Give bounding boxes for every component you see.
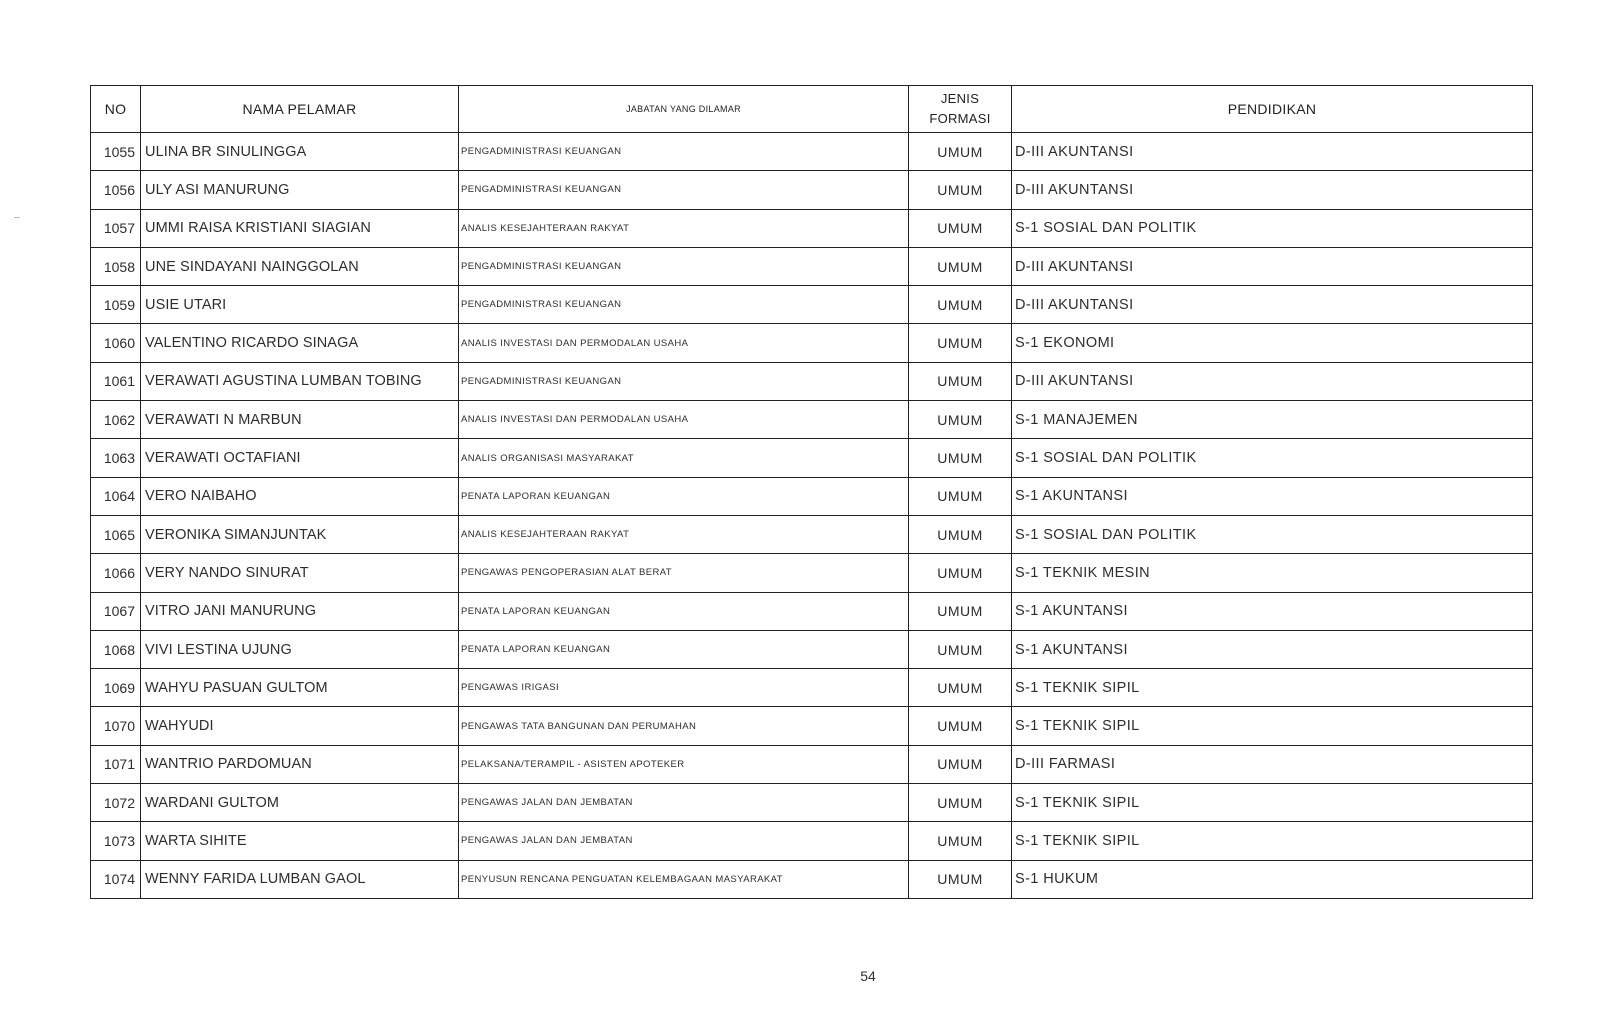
cell-jabatan: PENATA LAPORAN KEUANGAN bbox=[459, 477, 909, 515]
cell-pendidikan: S-1 SOSIAL DAN POLITIK bbox=[1012, 209, 1533, 247]
cell-pendidikan: S-1 TEKNIK SIPIL bbox=[1012, 669, 1533, 707]
cell-pendidikan: S-1 TEKNIK SIPIL bbox=[1012, 822, 1533, 860]
header-pendidikan: PENDIDIKAN bbox=[1012, 86, 1533, 133]
cell-jabatan: PENGADMINISTRASI KEUANGAN bbox=[459, 247, 909, 285]
cell-nama-pelamar: VERAWATI AGUSTINA LUMBAN TOBING bbox=[141, 362, 459, 400]
cell-pendidikan: D-III AKUNTANSI bbox=[1012, 286, 1533, 324]
cell-jenis-formasi: UMUM bbox=[909, 822, 1012, 860]
cell-jenis-formasi: UMUM bbox=[909, 707, 1012, 745]
table-row bbox=[91, 247, 1533, 285]
cell-jenis-formasi: UMUM bbox=[909, 515, 1012, 553]
cell-jenis-formasi: UMUM bbox=[909, 247, 1012, 285]
cell-no: 1061 bbox=[91, 362, 141, 400]
cell-no: 1069 bbox=[91, 669, 141, 707]
cell-pendidikan: S-1 TEKNIK SIPIL bbox=[1012, 784, 1533, 822]
table-row bbox=[91, 784, 1533, 822]
cell-jenis-formasi: UMUM bbox=[909, 554, 1012, 592]
cell-jabatan: ANALIS INVESTASI DAN PERMODALAN USAHA bbox=[459, 324, 909, 362]
cell-jenis-formasi: UMUM bbox=[909, 477, 1012, 515]
cell-jenis-formasi: UMUM bbox=[909, 784, 1012, 822]
table-row bbox=[91, 286, 1533, 324]
cell-jenis-formasi: UMUM bbox=[909, 133, 1012, 171]
header-nama-pelamar: NAMA PELAMAR bbox=[141, 86, 459, 133]
cell-pendidikan: S-1 AKUNTANSI bbox=[1012, 592, 1533, 630]
cell-nama-pelamar: WENNY FARIDA LUMBAN GAOL bbox=[141, 860, 459, 898]
cell-pendidikan: D-III AKUNTANSI bbox=[1012, 247, 1533, 285]
table-row bbox=[91, 860, 1533, 898]
table-row bbox=[91, 209, 1533, 247]
cell-nama-pelamar: UNE SINDAYANI NAINGGOLAN bbox=[141, 247, 459, 285]
cell-nama-pelamar: WANTRIO PARDOMUAN bbox=[141, 745, 459, 783]
cell-pendidikan: S-1 SOSIAL DAN POLITIK bbox=[1012, 515, 1533, 553]
cell-no: 1056 bbox=[91, 171, 141, 209]
cell-no: 1055 bbox=[91, 133, 141, 171]
cell-no: 1058 bbox=[91, 247, 141, 285]
cell-jenis-formasi: UMUM bbox=[909, 209, 1012, 247]
table-row bbox=[91, 477, 1533, 515]
cell-pendidikan: S-1 AKUNTANSI bbox=[1012, 630, 1533, 668]
cell-pendidikan: D-III FARMASI bbox=[1012, 745, 1533, 783]
cell-jenis-formasi: UMUM bbox=[909, 439, 1012, 477]
table-row bbox=[91, 439, 1533, 477]
cell-no: 1057 bbox=[91, 209, 141, 247]
header-jenis-line2: FORMASI bbox=[929, 111, 991, 126]
cell-nama-pelamar: USIE UTARI bbox=[141, 286, 459, 324]
cell-jenis-formasi: UMUM bbox=[909, 401, 1012, 439]
table-body bbox=[91, 133, 1533, 899]
table-row bbox=[91, 515, 1533, 553]
table-row bbox=[91, 669, 1533, 707]
cell-jenis-formasi: UMUM bbox=[909, 362, 1012, 400]
cell-jabatan: PENATA LAPORAN KEUANGAN bbox=[459, 592, 909, 630]
cell-jabatan: ANALIS INVESTASI DAN PERMODALAN USAHA bbox=[459, 401, 909, 439]
cell-nama-pelamar: VITRO JANI MANURUNG bbox=[141, 592, 459, 630]
cell-jabatan: PENGADMINISTRASI KEUANGAN bbox=[459, 362, 909, 400]
cell-pendidikan: S-1 EKONOMI bbox=[1012, 324, 1533, 362]
cell-no: 1072 bbox=[91, 784, 141, 822]
table-row bbox=[91, 362, 1533, 400]
header-jenis-line1: JENIS bbox=[940, 91, 980, 106]
cell-no: 1065 bbox=[91, 515, 141, 553]
cell-pendidikan: S-1 AKUNTANSI bbox=[1012, 477, 1533, 515]
cell-nama-pelamar: WAHYUDI bbox=[141, 707, 459, 745]
cell-jabatan: ANALIS KESEJAHTERAAN RAKYAT bbox=[459, 515, 909, 553]
cell-jabatan: PENGAWAS JALAN DAN JEMBATAN bbox=[459, 784, 909, 822]
header-no: NO bbox=[91, 86, 141, 133]
cell-nama-pelamar: VERONIKA SIMANJUNTAK bbox=[141, 515, 459, 553]
cell-no: 1067 bbox=[91, 592, 141, 630]
cell-nama-pelamar: VALENTINO RICARDO SINAGA bbox=[141, 324, 459, 362]
cell-jenis-formasi: UMUM bbox=[909, 324, 1012, 362]
cell-jabatan: ANALIS ORGANISASI MASYARAKAT bbox=[459, 439, 909, 477]
cell-no: 1060 bbox=[91, 324, 141, 362]
table-row bbox=[91, 171, 1533, 209]
cell-nama-pelamar: VERY NANDO SINURAT bbox=[141, 554, 459, 592]
cell-jenis-formasi: UMUM bbox=[909, 669, 1012, 707]
header-jenis-formasi bbox=[909, 86, 1012, 133]
table-row bbox=[91, 707, 1533, 745]
cell-nama-pelamar: UMMI RAISA KRISTIANI SIAGIAN bbox=[141, 209, 459, 247]
cell-no: 1068 bbox=[91, 630, 141, 668]
cell-no: 1073 bbox=[91, 822, 141, 860]
cell-pendidikan: D-III AKUNTANSI bbox=[1012, 133, 1533, 171]
cell-jenis-formasi: UMUM bbox=[909, 592, 1012, 630]
cell-jabatan: PENGAWAS JALAN DAN JEMBATAN bbox=[459, 822, 909, 860]
cell-nama-pelamar: VIVI LESTINA UJUNG bbox=[141, 630, 459, 668]
cell-jenis-formasi: UMUM bbox=[909, 630, 1012, 668]
table-row bbox=[91, 630, 1533, 668]
cell-no: 1066 bbox=[91, 554, 141, 592]
cell-nama-pelamar: WARDANI GULTOM bbox=[141, 784, 459, 822]
cell-jabatan: PENGAWAS PENGOPERASIAN ALAT BERAT bbox=[459, 554, 909, 592]
cell-jabatan: PELAKSANA/TERAMPIL - ASISTEN APOTEKER bbox=[459, 745, 909, 783]
scan-artifact bbox=[14, 217, 20, 218]
cell-jabatan: PENGADMINISTRASI KEUANGAN bbox=[459, 286, 909, 324]
cell-no: 1064 bbox=[91, 477, 141, 515]
table-row bbox=[91, 324, 1533, 362]
cell-jabatan: PENATA LAPORAN KEUANGAN bbox=[459, 630, 909, 668]
cell-nama-pelamar: VERO NAIBAHO bbox=[141, 477, 459, 515]
applicant-table bbox=[90, 85, 1533, 899]
table-row bbox=[91, 554, 1533, 592]
cell-jenis-formasi: UMUM bbox=[909, 860, 1012, 898]
cell-no: 1074 bbox=[91, 860, 141, 898]
table-header bbox=[91, 86, 1533, 133]
header-jabatan: JABATAN YANG DILAMAR bbox=[459, 86, 909, 133]
table-row bbox=[91, 401, 1533, 439]
table-row bbox=[91, 822, 1533, 860]
cell-nama-pelamar: ULINA BR SINULINGGA bbox=[141, 133, 459, 171]
cell-jabatan: PENGADMINISTRASI KEUANGAN bbox=[459, 171, 909, 209]
table-row bbox=[91, 133, 1533, 171]
cell-no: 1059 bbox=[91, 286, 141, 324]
table-row bbox=[91, 745, 1533, 783]
cell-nama-pelamar: VERAWATI N MARBUN bbox=[141, 401, 459, 439]
cell-jenis-formasi: UMUM bbox=[909, 171, 1012, 209]
cell-no: 1063 bbox=[91, 439, 141, 477]
cell-no: 1071 bbox=[91, 745, 141, 783]
page-number: 54 bbox=[860, 968, 876, 984]
table-row bbox=[91, 592, 1533, 630]
cell-pendidikan: D-III AKUNTANSI bbox=[1012, 171, 1533, 209]
cell-pendidikan: S-1 HUKUM bbox=[1012, 860, 1533, 898]
cell-pendidikan: S-1 SOSIAL DAN POLITIK bbox=[1012, 439, 1533, 477]
cell-nama-pelamar: VERAWATI OCTAFIANI bbox=[141, 439, 459, 477]
cell-nama-pelamar: ULY ASI MANURUNG bbox=[141, 171, 459, 209]
cell-pendidikan: D-III AKUNTANSI bbox=[1012, 362, 1533, 400]
cell-pendidikan: S-1 MANAJEMEN bbox=[1012, 401, 1533, 439]
cell-jabatan: ANALIS KESEJAHTERAAN RAKYAT bbox=[459, 209, 909, 247]
cell-pendidikan: S-1 TEKNIK SIPIL bbox=[1012, 707, 1533, 745]
cell-jabatan: PENYUSUN RENCANA PENGUATAN KELEMBAGAAN MASYARAKAT bbox=[459, 860, 909, 898]
cell-nama-pelamar: WARTA SIHITE bbox=[141, 822, 459, 860]
cell-jabatan: PENGADMINISTRASI KEUANGAN bbox=[459, 133, 909, 171]
header-row bbox=[91, 86, 1533, 133]
cell-nama-pelamar: WAHYU PASUAN GULTOM bbox=[141, 669, 459, 707]
cell-jenis-formasi: UMUM bbox=[909, 745, 1012, 783]
cell-jabatan: PENGAWAS IRIGASI bbox=[459, 669, 909, 707]
cell-pendidikan: S-1 TEKNIK MESIN bbox=[1012, 554, 1533, 592]
cell-jabatan: PENGAWAS TATA BANGUNAN DAN PERUMAHAN bbox=[459, 707, 909, 745]
cell-no: 1062 bbox=[91, 401, 141, 439]
cell-no: 1070 bbox=[91, 707, 141, 745]
cell-jenis-formasi: UMUM bbox=[909, 286, 1012, 324]
